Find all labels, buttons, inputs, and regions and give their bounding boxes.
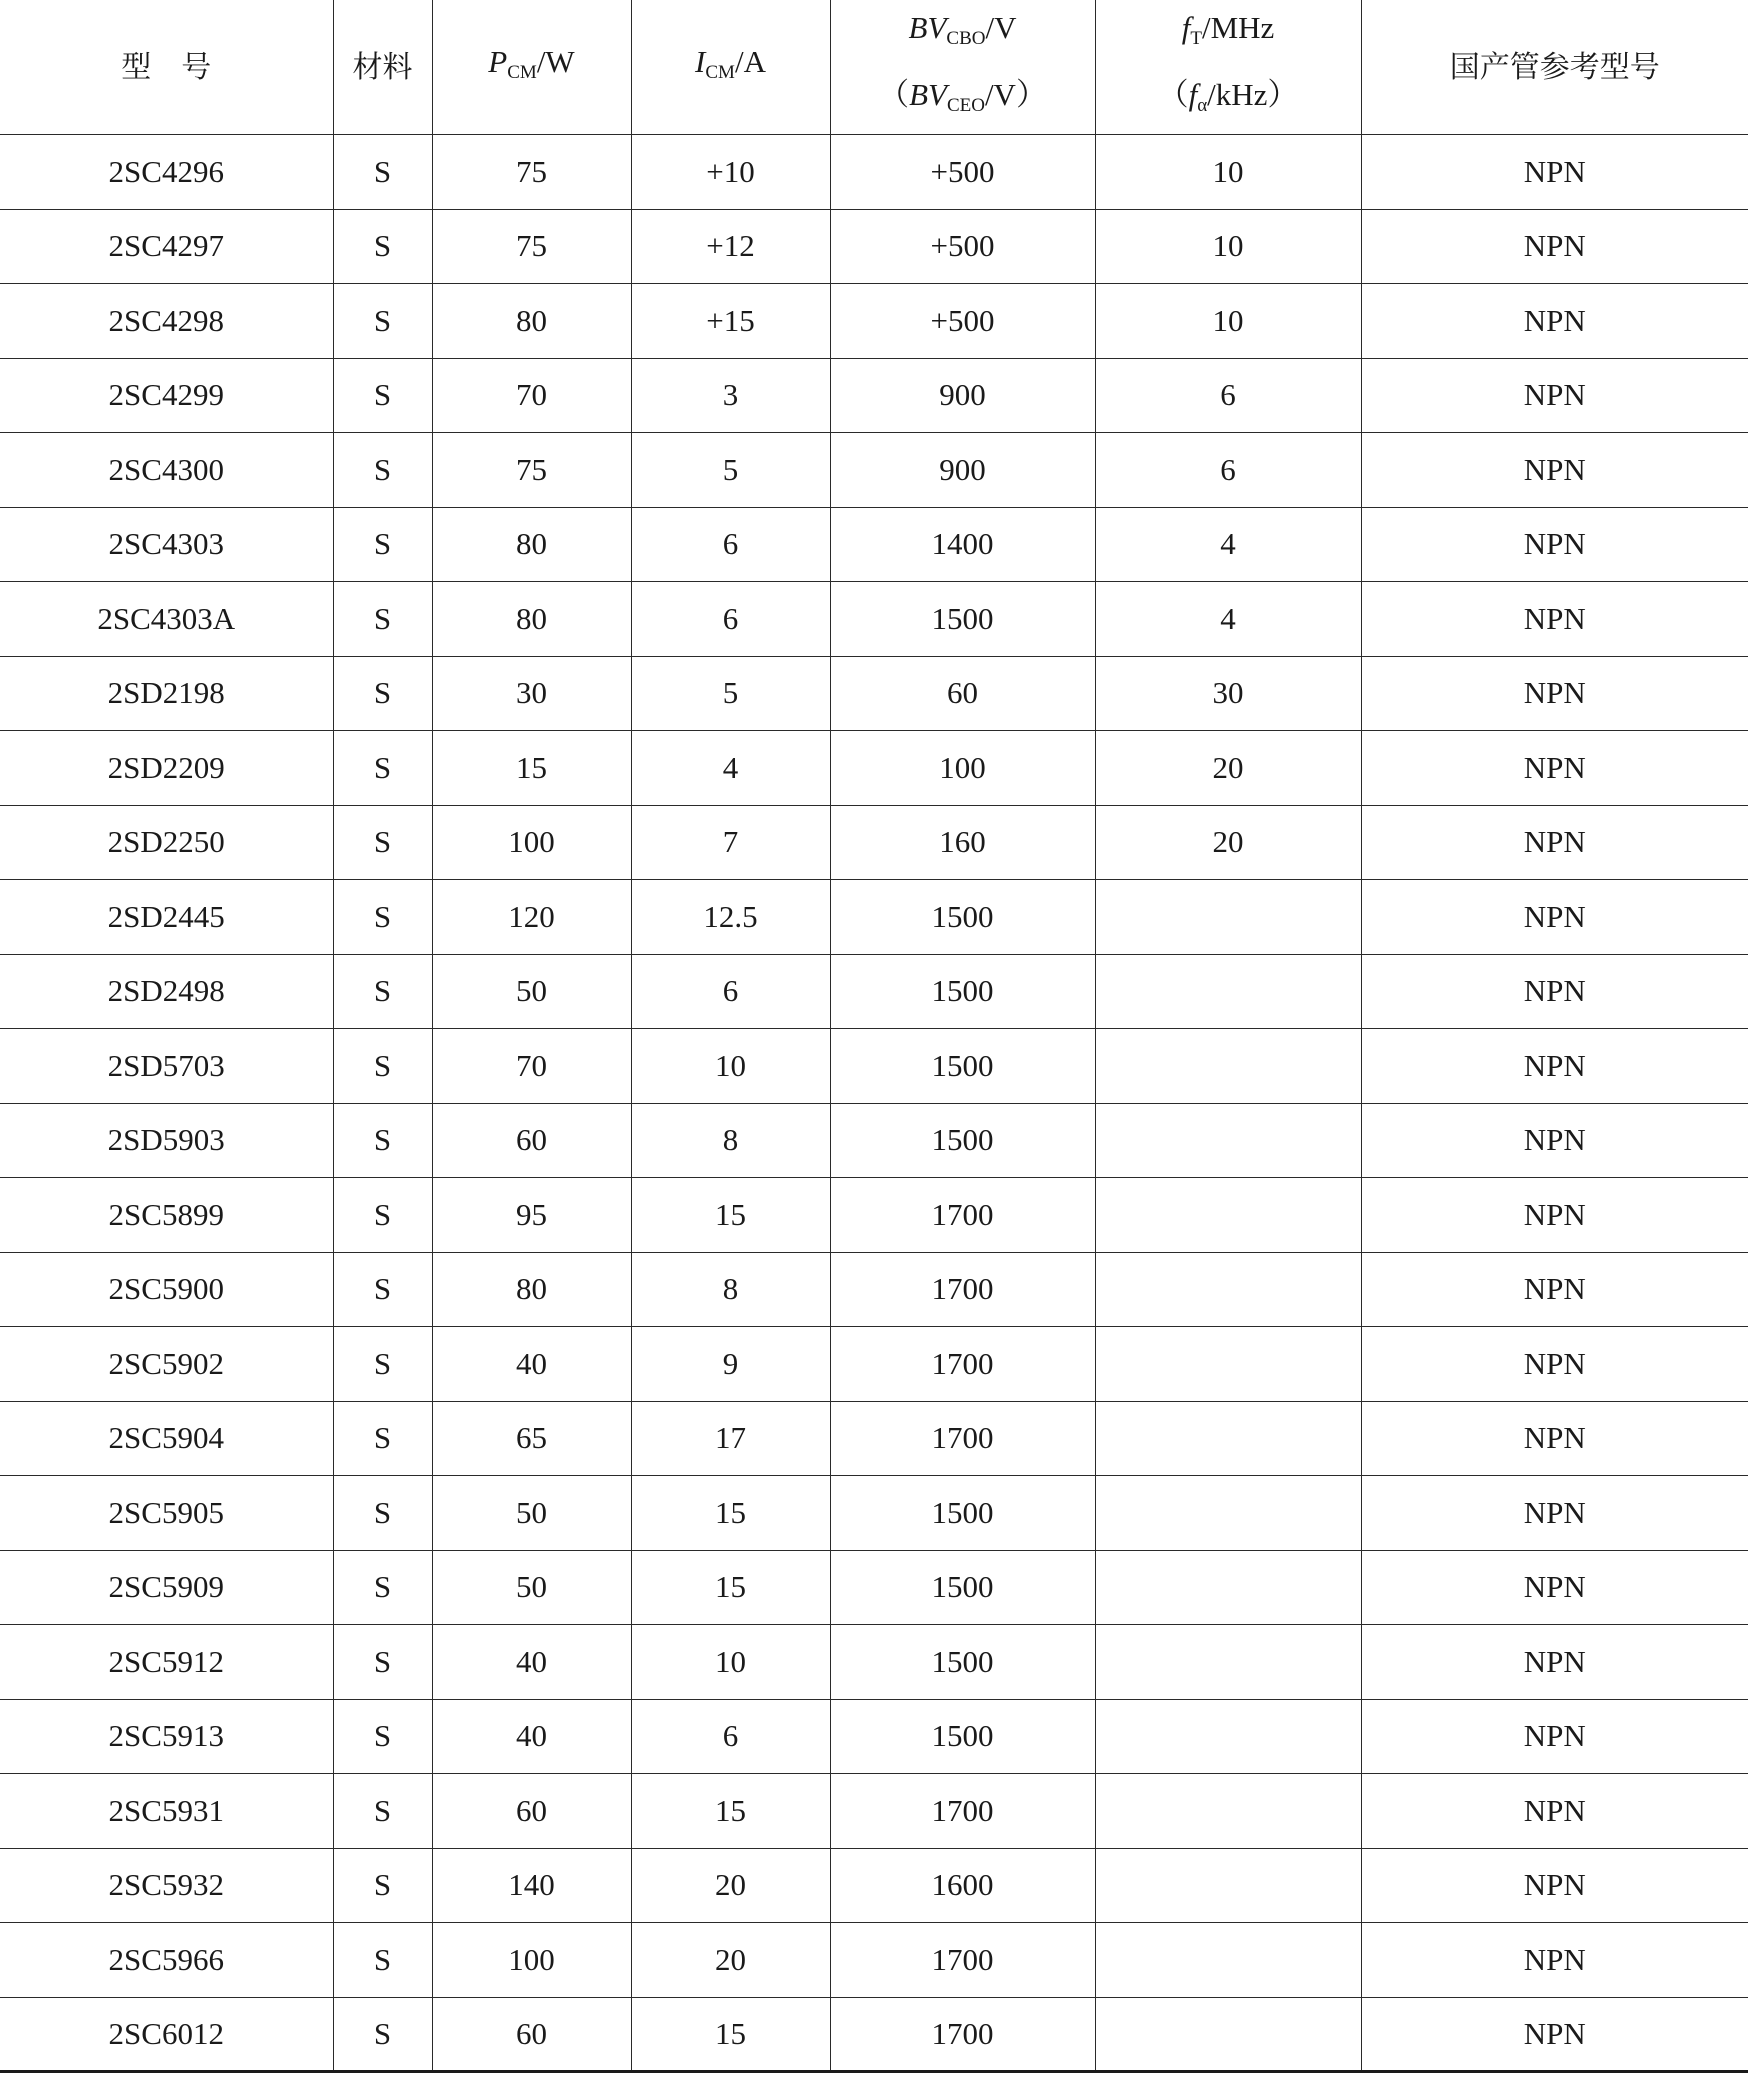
cell-model: 2SC4300 [0, 433, 333, 508]
header-pcm-sub: CM [507, 61, 537, 83]
cell-ref: NPN [1361, 1401, 1748, 1476]
cell-pcm: 60 [432, 1997, 631, 2072]
cell-pcm: 75 [432, 433, 631, 508]
cell-bv: 60 [830, 656, 1095, 731]
cell-freq: 6 [1095, 433, 1361, 508]
cell-freq [1095, 1401, 1361, 1476]
cell-bv: 900 [830, 358, 1095, 433]
cell-pcm: 40 [432, 1625, 631, 1700]
cell-material: S [333, 1923, 432, 1998]
cell-ref: NPN [1361, 1252, 1748, 1327]
cell-model: 2SC4303 [0, 507, 333, 582]
cell-model: 2SC6012 [0, 1997, 333, 2072]
header-material-label: 材料 [352, 49, 413, 85]
cell-bv: 1400 [830, 507, 1095, 582]
cell-bv: 1700 [830, 1774, 1095, 1849]
cell-material: S [333, 1327, 432, 1402]
cell-freq [1095, 1550, 1361, 1625]
cell-ref: NPN [1361, 805, 1748, 880]
cell-icm: 12.5 [631, 880, 830, 955]
cell-ref: NPN [1361, 1997, 1748, 2072]
cell-freq [1095, 1327, 1361, 1402]
cell-freq [1095, 1476, 1361, 1551]
cell-icm: 5 [631, 656, 830, 731]
table-row [0, 880, 1748, 955]
cell-material: S [333, 1625, 432, 1700]
cell-material: S [333, 433, 432, 508]
cell-freq [1095, 1625, 1361, 1700]
cell-freq: 4 [1095, 507, 1361, 582]
cell-material: S [333, 880, 432, 955]
cell-ref: NPN [1361, 1699, 1748, 1774]
cell-pcm: 80 [432, 507, 631, 582]
cell-ref: NPN [1361, 284, 1748, 359]
cell-icm: 15 [631, 1476, 830, 1551]
cell-model: 2SC4299 [0, 358, 333, 433]
cell-pcm: 80 [432, 284, 631, 359]
cell-material: S [333, 209, 432, 284]
cell-icm: 4 [631, 731, 830, 806]
header-ref [1361, 0, 1748, 135]
header-icm-symbol: I [695, 43, 706, 79]
cell-freq: 20 [1095, 731, 1361, 806]
header-bv-line1 [831, 0, 1095, 67]
header-icm [631, 0, 830, 135]
table-row [0, 209, 1748, 284]
cell-ref: NPN [1361, 880, 1748, 955]
cell-model: 2SC5899 [0, 1178, 333, 1253]
cell-ref: NPN [1361, 1625, 1748, 1700]
cell-material: S [333, 1848, 432, 1923]
header-bv2-unit: /V） [984, 77, 1047, 112]
header-bv2-symbol: BV [909, 77, 947, 112]
cell-bv: 100 [830, 731, 1095, 806]
cell-freq: 10 [1095, 209, 1361, 284]
cell-model: 2SC4296 [0, 135, 333, 210]
header-bv2-open: （ [878, 77, 910, 112]
header-bv-unit: /V [985, 10, 1017, 45]
cell-icm: 8 [631, 1103, 830, 1178]
header-pcm [432, 0, 631, 135]
cell-material: S [333, 358, 432, 433]
table-row [0, 582, 1748, 657]
table-row [0, 1327, 1748, 1402]
cell-icm: 15 [631, 1774, 830, 1849]
cell-ref: NPN [1361, 1327, 1748, 1402]
cell-model: 2SC5900 [0, 1252, 333, 1327]
cell-icm: 6 [631, 507, 830, 582]
header-freq-line2 [1096, 67, 1361, 134]
cell-model: 2SC5904 [0, 1401, 333, 1476]
cell-pcm: 100 [432, 1923, 631, 1998]
cell-bv: 1700 [830, 1252, 1095, 1327]
cell-ref: NPN [1361, 1029, 1748, 1104]
cell-icm: 6 [631, 582, 830, 657]
cell-model: 2SC5902 [0, 1327, 333, 1402]
header-freq2-symbol: f [1188, 77, 1198, 112]
cell-ref: NPN [1361, 1550, 1748, 1625]
table-row [0, 1103, 1748, 1178]
cell-bv: 1500 [830, 1476, 1095, 1551]
header-freq [1095, 0, 1361, 135]
cell-freq [1095, 1252, 1361, 1327]
cell-material: S [333, 1401, 432, 1476]
cell-bv: 1700 [830, 1923, 1095, 1998]
cell-bv: 1500 [830, 1029, 1095, 1104]
cell-icm: 9 [631, 1327, 830, 1402]
table-row [0, 433, 1748, 508]
cell-ref: NPN [1361, 1774, 1748, 1849]
cell-ref: NPN [1361, 582, 1748, 657]
cell-model: 2SD5703 [0, 1029, 333, 1104]
cell-pcm: 50 [432, 1476, 631, 1551]
cell-pcm: 70 [432, 358, 631, 433]
cell-pcm: 95 [432, 1178, 631, 1253]
cell-pcm: 80 [432, 582, 631, 657]
cell-icm: 17 [631, 1401, 830, 1476]
cell-pcm: 15 [432, 731, 631, 806]
cell-pcm: 60 [432, 1774, 631, 1849]
cell-ref: NPN [1361, 954, 1748, 1029]
header-bv2-sub: CEO [946, 95, 985, 116]
cell-freq [1095, 1848, 1361, 1923]
header-freq-unit: /MHz [1201, 10, 1275, 45]
cell-ref: NPN [1361, 135, 1748, 210]
cell-icm: 5 [631, 433, 830, 508]
cell-icm: 7 [631, 805, 830, 880]
cell-model: 2SD2250 [0, 805, 333, 880]
cell-bv: +500 [830, 135, 1095, 210]
table-row [0, 1401, 1748, 1476]
header-freq2-unit: /kHz） [1207, 77, 1299, 112]
cell-freq [1095, 1774, 1361, 1849]
cell-material: S [333, 1178, 432, 1253]
cell-ref: NPN [1361, 1848, 1748, 1923]
cell-ref: NPN [1361, 507, 1748, 582]
cell-icm: 3 [631, 358, 830, 433]
cell-freq [1095, 1029, 1361, 1104]
cell-bv: 1500 [830, 880, 1095, 955]
cell-icm: 15 [631, 1997, 830, 2072]
cell-model: 2SC5931 [0, 1774, 333, 1849]
cell-freq [1095, 1178, 1361, 1253]
cell-freq: 10 [1095, 284, 1361, 359]
cell-pcm: 75 [432, 209, 631, 284]
table-row [0, 656, 1748, 731]
cell-model: 2SC5912 [0, 1625, 333, 1700]
cell-material: S [333, 1774, 432, 1849]
cell-freq: 10 [1095, 135, 1361, 210]
cell-pcm: 40 [432, 1327, 631, 1402]
cell-icm: +12 [631, 209, 830, 284]
cell-material: S [333, 954, 432, 1029]
header-bv [830, 0, 1095, 135]
cell-icm: 15 [631, 1550, 830, 1625]
header-ref-label: 国产管参考型号 [1449, 49, 1660, 85]
cell-ref: NPN [1361, 433, 1748, 508]
cell-bv: 1500 [830, 582, 1095, 657]
cell-model: 2SD2498 [0, 954, 333, 1029]
cell-material: S [333, 1252, 432, 1327]
header-icm-unit: /A [734, 43, 766, 79]
cell-freq: 6 [1095, 358, 1361, 433]
cell-freq [1095, 1997, 1361, 2072]
table-row [0, 1476, 1748, 1551]
cell-bv: 1500 [830, 1550, 1095, 1625]
table-row [0, 358, 1748, 433]
cell-model: 2SD2198 [0, 656, 333, 731]
table-row [0, 1029, 1748, 1104]
header-icm-sub: CM [705, 61, 735, 83]
cell-pcm: 120 [432, 880, 631, 955]
cell-ref: NPN [1361, 209, 1748, 284]
cell-material: S [333, 1103, 432, 1178]
cell-bv: 1700 [830, 1401, 1095, 1476]
cell-ref: NPN [1361, 656, 1748, 731]
cell-bv: 1600 [830, 1848, 1095, 1923]
header-model [0, 0, 333, 135]
cell-bv: +500 [830, 209, 1095, 284]
cell-model: 2SD2209 [0, 731, 333, 806]
header-bv-symbol: BV [908, 10, 947, 45]
table-row [0, 1178, 1748, 1253]
cell-model: 2SC5913 [0, 1699, 333, 1774]
cell-model: 2SC4303A [0, 582, 333, 657]
cell-model: 2SD2445 [0, 880, 333, 955]
cell-material: S [333, 805, 432, 880]
table-body [0, 135, 1748, 2072]
cell-icm: 8 [631, 1252, 830, 1327]
cell-icm: 15 [631, 1178, 830, 1253]
cell-freq [1095, 880, 1361, 955]
table-row [0, 1550, 1748, 1625]
cell-icm: +15 [631, 284, 830, 359]
cell-ref: NPN [1361, 731, 1748, 806]
cell-icm: 10 [631, 1625, 830, 1700]
cell-ref: NPN [1361, 1103, 1748, 1178]
cell-model: 2SC5905 [0, 1476, 333, 1551]
cell-icm: 6 [631, 954, 830, 1029]
cell-freq: 30 [1095, 656, 1361, 731]
cell-bv: 160 [830, 805, 1095, 880]
cell-bv: 900 [830, 433, 1095, 508]
cell-pcm: 60 [432, 1103, 631, 1178]
table-row [0, 1625, 1748, 1700]
cell-material: S [333, 1550, 432, 1625]
cell-bv: 1500 [830, 954, 1095, 1029]
header-material [333, 0, 432, 135]
table-row [0, 507, 1748, 582]
cell-bv: 1500 [830, 1625, 1095, 1700]
header-freq2-sub: α [1197, 95, 1208, 116]
cell-pcm: 50 [432, 1550, 631, 1625]
cell-pcm: 80 [432, 1252, 631, 1327]
cell-icm: 20 [631, 1923, 830, 1998]
table-row [0, 731, 1748, 806]
header-freq-sub: T [1190, 28, 1202, 49]
table-row [0, 1997, 1748, 2072]
cell-pcm: 50 [432, 954, 631, 1029]
cell-icm: 6 [631, 1699, 830, 1774]
cell-pcm: 30 [432, 656, 631, 731]
cell-freq: 20 [1095, 805, 1361, 880]
cell-material: S [333, 1029, 432, 1104]
cell-material: S [333, 1699, 432, 1774]
header-freq-line1 [1096, 0, 1361, 67]
cell-icm: 10 [631, 1029, 830, 1104]
cell-model: 2SC5932 [0, 1848, 333, 1923]
table-row [0, 135, 1748, 210]
cell-freq [1095, 1699, 1361, 1774]
table-row [0, 1774, 1748, 1849]
header-bv-sub: CBO [946, 28, 986, 49]
cell-ref: NPN [1361, 1178, 1748, 1253]
header-bv-line2 [831, 67, 1095, 134]
cell-material: S [333, 507, 432, 582]
header-pcm-symbol: P [488, 43, 508, 79]
cell-pcm: 100 [432, 805, 631, 880]
table-row [0, 954, 1748, 1029]
table-row [0, 805, 1748, 880]
cell-model: 2SC5909 [0, 1550, 333, 1625]
cell-ref: NPN [1361, 1476, 1748, 1551]
table-row [0, 1848, 1748, 1923]
cell-freq [1095, 1923, 1361, 1998]
cell-pcm: 40 [432, 1699, 631, 1774]
table-row [0, 284, 1748, 359]
cell-pcm: 75 [432, 135, 631, 210]
header-pcm-unit: /W [536, 43, 575, 79]
cell-pcm: 70 [432, 1029, 631, 1104]
cell-material: S [333, 1476, 432, 1551]
cell-material: S [333, 1997, 432, 2072]
cell-material: S [333, 284, 432, 359]
cell-model: 2SC5966 [0, 1923, 333, 1998]
header-freq-symbol: f [1181, 10, 1191, 45]
table-row [0, 1923, 1748, 1998]
table-header [0, 0, 1748, 135]
cell-ref: NPN [1361, 1923, 1748, 1998]
cell-icm: +10 [631, 135, 830, 210]
cell-bv: 1500 [830, 1103, 1095, 1178]
header-freq2-open: （ [1157, 77, 1189, 112]
cell-bv: +500 [830, 284, 1095, 359]
table-row [0, 1699, 1748, 1774]
cell-bv: 1500 [830, 1699, 1095, 1774]
header-model-label: 型 号 [121, 49, 212, 85]
cell-material: S [333, 731, 432, 806]
cell-material: S [333, 135, 432, 210]
cell-model: 2SC4298 [0, 284, 333, 359]
cell-bv: 1700 [830, 1327, 1095, 1402]
cell-freq: 4 [1095, 582, 1361, 657]
cell-ref: NPN [1361, 358, 1748, 433]
cell-bv: 1700 [830, 1997, 1095, 2072]
table-row [0, 1252, 1748, 1327]
header-row [0, 0, 1748, 135]
cell-material: S [333, 582, 432, 657]
cell-pcm: 65 [432, 1401, 631, 1476]
cell-bv: 1700 [830, 1178, 1095, 1253]
cell-icm: 20 [631, 1848, 830, 1923]
cell-freq [1095, 954, 1361, 1029]
cell-freq [1095, 1103, 1361, 1178]
cell-model: 2SC4297 [0, 209, 333, 284]
cell-pcm: 140 [432, 1848, 631, 1923]
cell-model: 2SD5903 [0, 1103, 333, 1178]
cell-material: S [333, 656, 432, 731]
